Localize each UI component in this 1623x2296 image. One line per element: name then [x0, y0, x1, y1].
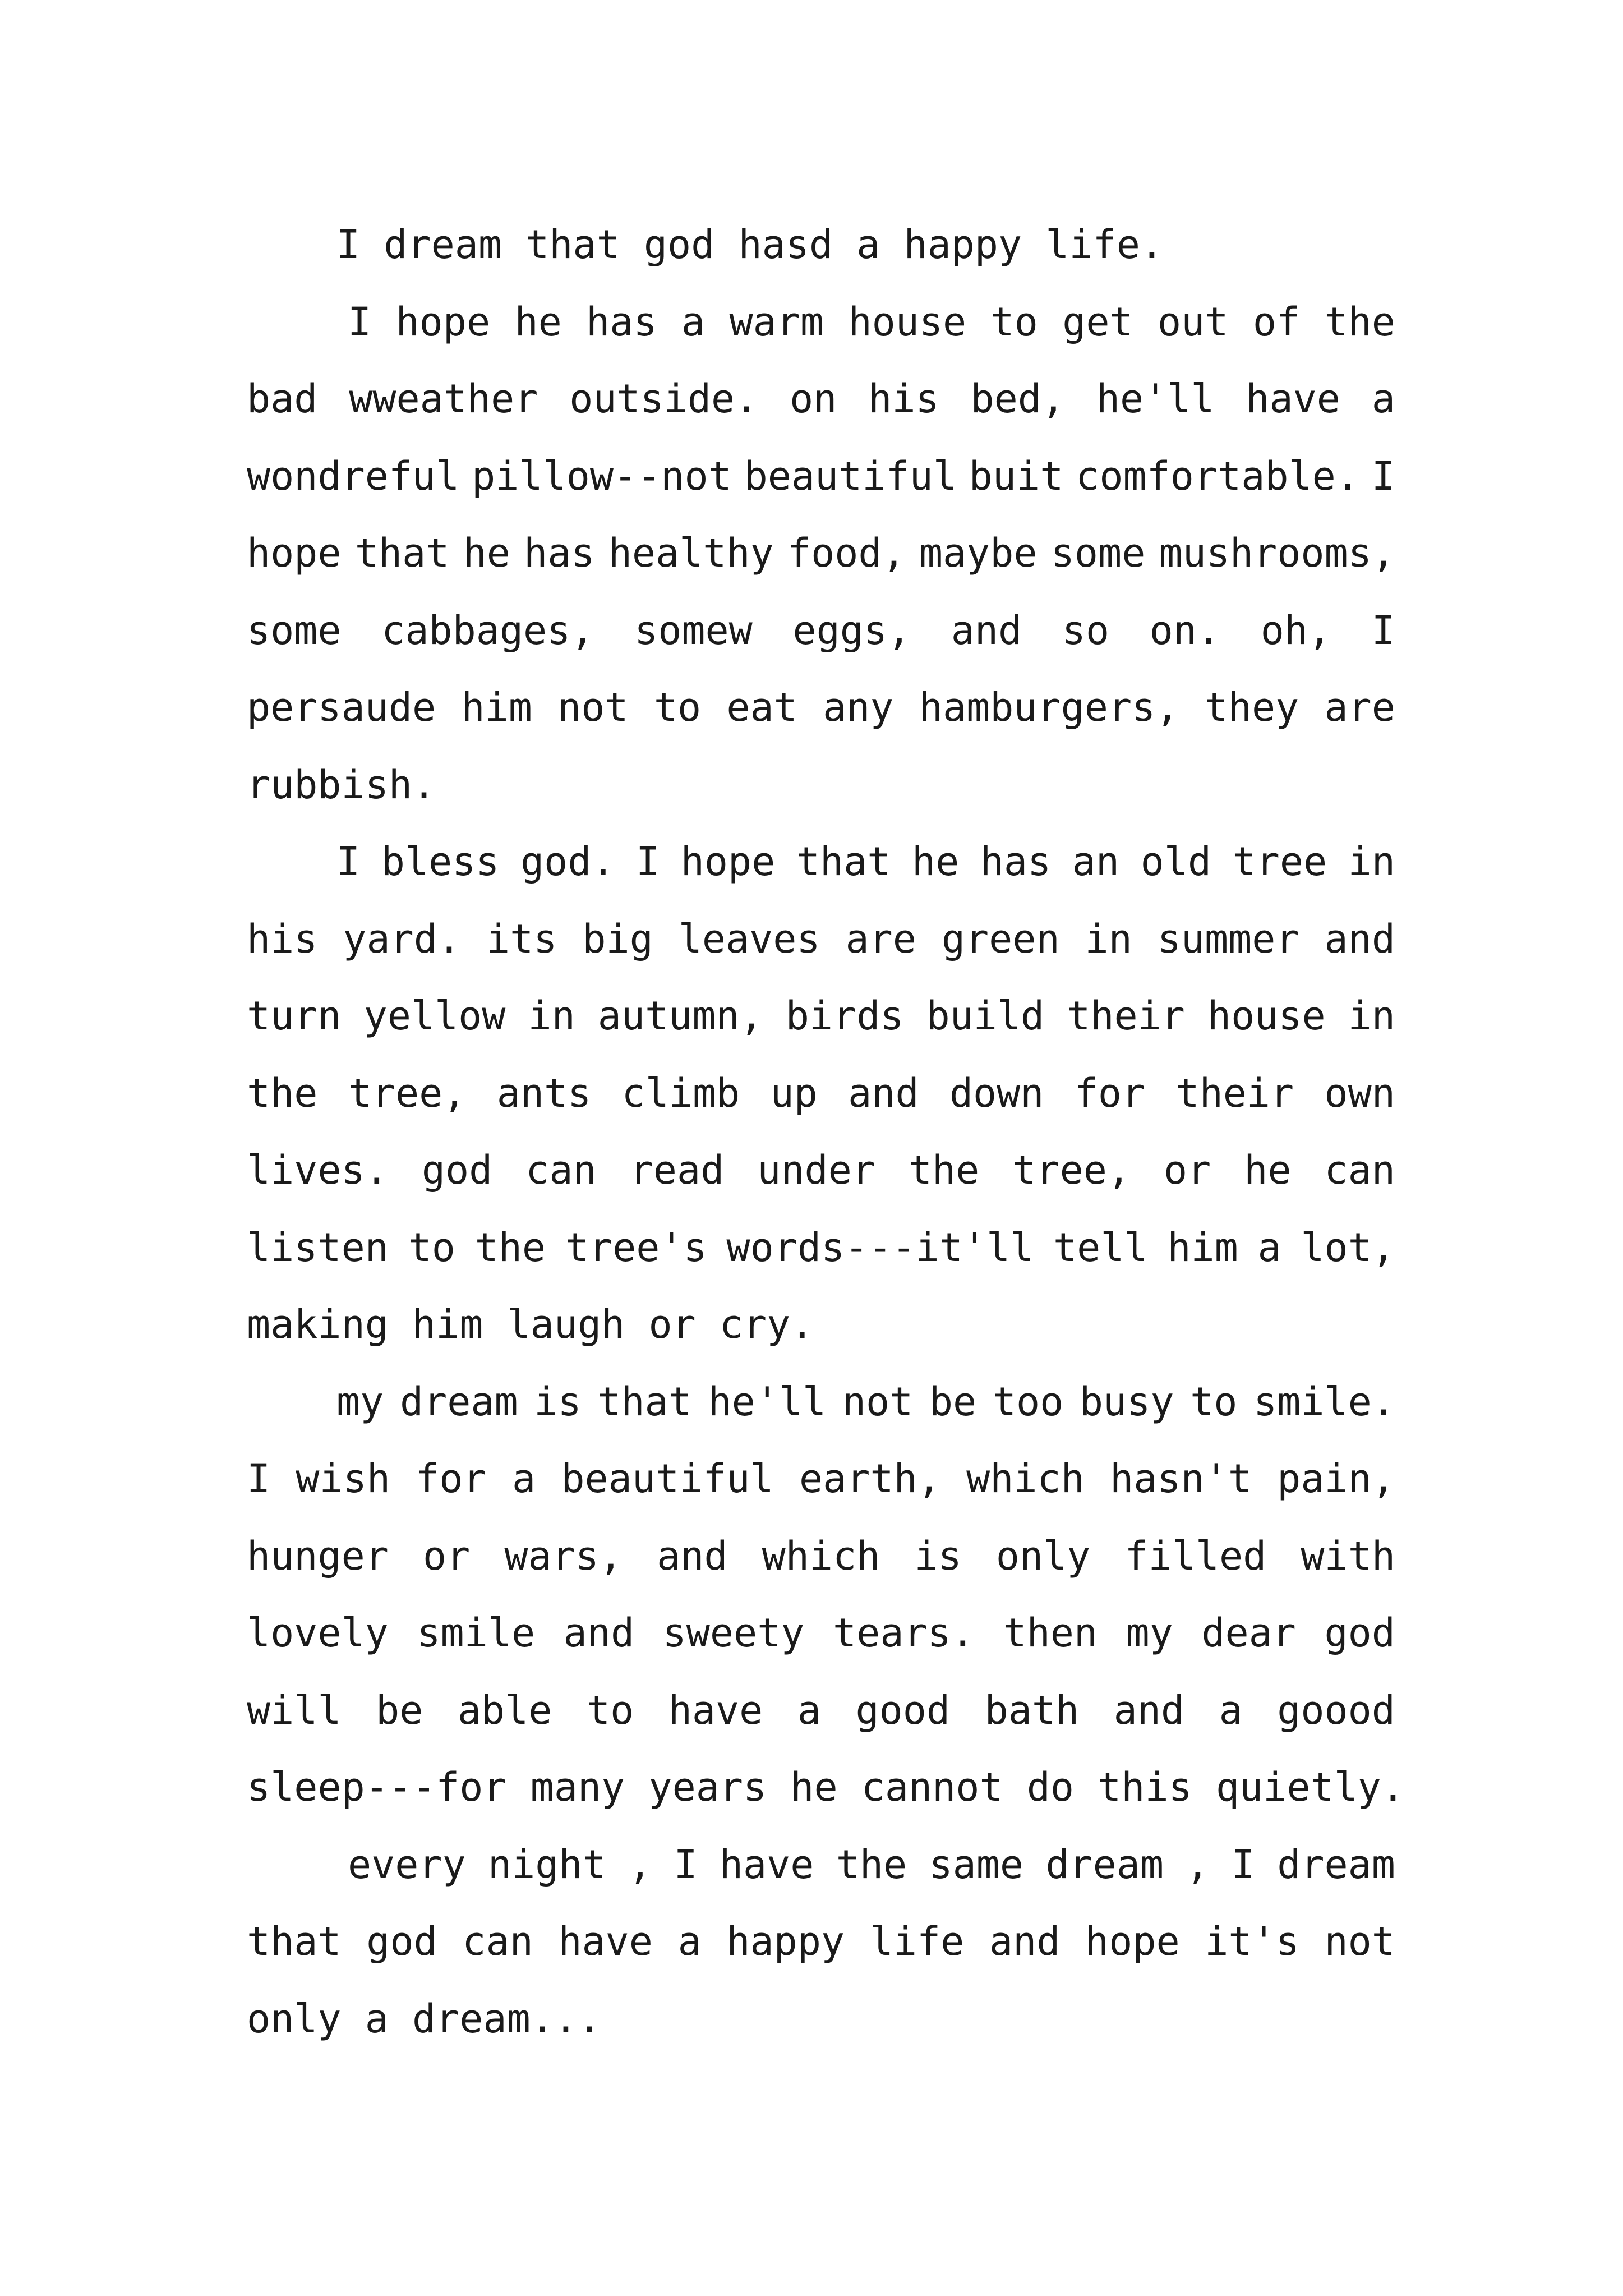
document-body [247, 206, 1405, 2058]
text-line: the tree, ants climb up and down for their own [247, 1070, 1395, 1116]
text-line: only a dream... [247, 1995, 602, 2042]
text-line: making him laugh or cry. [247, 1301, 814, 1347]
text-line: will be able to have a good bath and a goood [247, 1687, 1395, 1733]
text-line: bad wweather outside. on his bed, he'll have a [247, 376, 1395, 422]
text-line: that god can have a happy life and hope it's not [247, 1918, 1395, 1964]
text-line: listen to the tree's words---it'll tell him a lot, [247, 1224, 1395, 1271]
text-line: lives. god can read under the tree, or he can [247, 1147, 1395, 1193]
text-line: I wish for a beautiful earth, which hasn't pain, [247, 1456, 1395, 1502]
paragraph [247, 284, 1395, 824]
text-line: hope that he has healthy food, maybe some mushrooms, [247, 530, 1395, 576]
text-line: some cabbages, somew eggs, and so on. oh, I [247, 607, 1395, 654]
text-line: every night , I have the same dream , I dream [348, 1841, 1395, 1888]
text-line: his yard. its big leaves are green in summer and [247, 915, 1395, 962]
paragraph [247, 1364, 1405, 1826]
text-line: sleep---for many years he cannot do this quietly. [247, 1764, 1405, 1810]
text-line: hunger or wars, and which is only filled with [247, 1533, 1395, 1579]
paragraph [247, 823, 1395, 1364]
paragraph [247, 206, 1395, 284]
text-line: rubbish. [247, 761, 436, 808]
text-line: I dream that god hasd a happy life. [336, 222, 1164, 268]
text-line: I bless god. I hope that he has an old tree in [336, 839, 1395, 885]
text-line: turn yellow in autumn, birds build their house in [247, 993, 1395, 1039]
text-line: lovely smile and sweety tears. then my dear god [247, 1610, 1395, 1656]
text-line: wondreful pillow--not beautiful buit comfortable. I [247, 453, 1395, 499]
text-line: my dream is that he'll not be too busy to smile. [336, 1378, 1395, 1425]
paragraph [247, 1826, 1395, 2058]
text-line: I hope he has a warm house to get out of the [348, 298, 1395, 345]
text-line: persaude him not to eat any hamburgers, they are [247, 684, 1395, 730]
